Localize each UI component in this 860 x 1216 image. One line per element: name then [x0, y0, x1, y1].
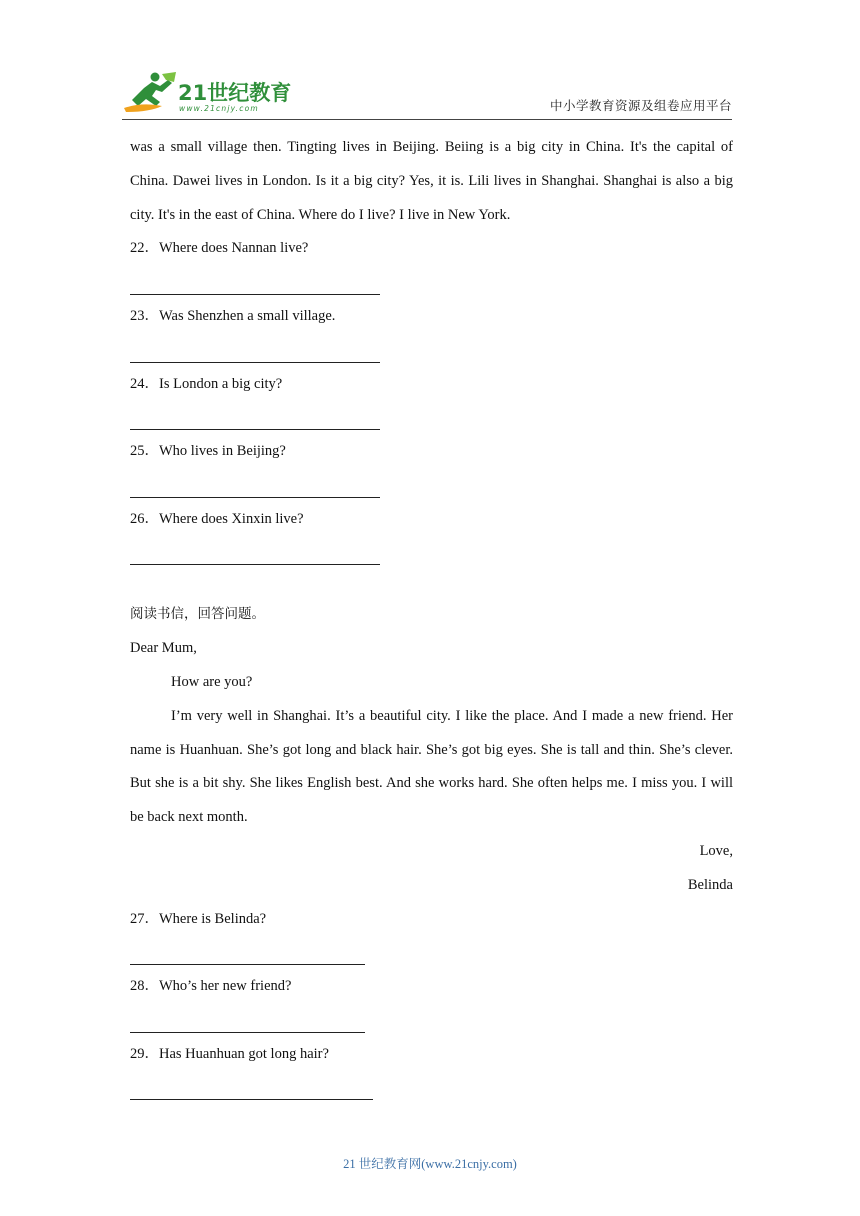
question-22: 22．Where does Nannan live?: [130, 240, 309, 257]
runner-logo-icon: [122, 68, 292, 116]
answer-line-26[interactable]: [130, 537, 733, 571]
letter-signature: Belinda: [687, 876, 733, 893]
letter-line: How are you?: [171, 673, 253, 690]
platform-title: 中小学教育资源及组卷应用平台: [549, 98, 732, 113]
letter-body: I’m very well in Shanghai. It’s a beautiful city. I like the place. And I made a new friend. Her name is Huanhuan. She’s got long and black hair. She’s got big eyes. She is tall and thin. She’s clever. But she is a bit shy. She likes English best. And she works hard. She often helps me. I miss you. I will be back next month.: [130, 707, 733, 826]
page-footer: 21 世纪教育网(www.21cnjy.com): [343, 1157, 517, 1171]
answer-line-24[interactable]: [130, 401, 733, 435]
answer-line-22[interactable]: [130, 266, 733, 300]
letter-closing: Love,: [699, 842, 733, 859]
logo-url-text: www.21cnjy.com: [179, 104, 259, 113]
answer-line-29[interactable]: [130, 1072, 733, 1106]
section-title: 阅读书信，回答问题。: [130, 606, 265, 623]
header-divider: [122, 119, 732, 120]
answer-line-28[interactable]: [130, 1004, 733, 1038]
answer-line-25[interactable]: [130, 469, 733, 503]
page-header: [0, 0, 860, 125]
question-29: 29．Has Huanhuan got long hair?: [130, 1045, 329, 1062]
answer-line-27[interactable]: [130, 936, 733, 970]
letter-greeting: Dear Mum,: [130, 640, 197, 657]
passage-paragraph: was a small village then. Tingting lives in Beijing. Beiing is a big city in China. It's the capital of China. Dawei lives in London. Is it a big city? Yes, it is. Lili lives in Shanghai. Shanghai is also a big city. It's in the east of China. Where do I live? I live in New York.: [130, 139, 733, 223]
question-26: 26．Where does Xinxin live?: [130, 510, 304, 527]
question-28: 28．Who’s her new friend?: [130, 978, 292, 995]
logo: [122, 68, 292, 116]
question-25: 25．Who lives in Beijing?: [130, 443, 286, 460]
logo-text: 21世纪教育: [178, 81, 292, 105]
question-list-2: [130, 903, 733, 1106]
answer-line-23[interactable]: [130, 334, 733, 368]
question-list-1: [130, 232, 733, 570]
question-23: 23．Was Shenzhen a small village.: [130, 307, 336, 324]
question-27: 27．Where is Belinda?: [130, 910, 267, 927]
document-body: [130, 131, 733, 1105]
question-24: 24．Is London a big city?: [130, 375, 283, 392]
